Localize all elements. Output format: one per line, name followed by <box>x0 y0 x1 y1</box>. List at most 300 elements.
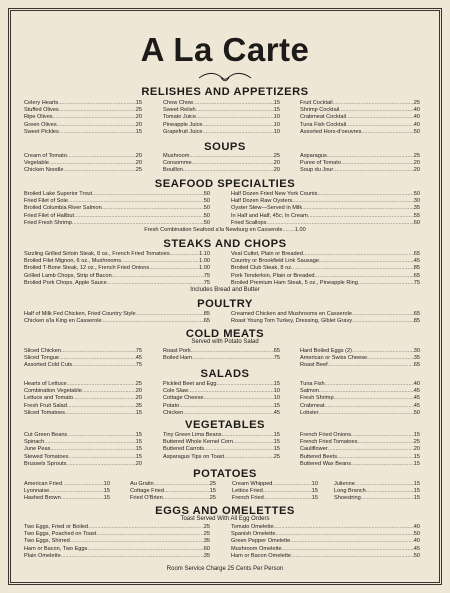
menu-item-name: Broiled Pork Chops, Apple Sauce <box>24 279 107 286</box>
menu-item-name: Sizzling Grilled Sirloin Steak, 8 oz., French Fried Tomatoes <box>24 251 170 257</box>
vegetables-col-2 <box>163 432 280 461</box>
menu-item <box>231 265 420 272</box>
menu-item-name: Cream of Tomato <box>24 153 67 159</box>
menu-item-price: 1.10 <box>199 251 210 257</box>
menu-item <box>24 403 142 410</box>
cold-meats-col-3 <box>300 348 420 370</box>
dot-leader <box>333 100 413 107</box>
menu-item-price: .25 <box>272 453 280 460</box>
potatoes-col-4 <box>334 481 420 503</box>
menu-item <box>24 213 210 220</box>
menu-item-price: .15 <box>272 107 280 114</box>
menu-item <box>163 410 280 417</box>
menu-item-name: Assorted Hors-d'oeuvres <box>300 128 362 135</box>
dot-leader <box>196 114 272 121</box>
dot-leader <box>112 273 203 280</box>
menu-item <box>24 524 210 531</box>
seafood-note <box>90 227 360 234</box>
vegetables-col-1 <box>24 432 142 468</box>
section-heading-poultry: POULTRY <box>197 298 253 310</box>
dot-leader <box>59 107 134 114</box>
dot-leader <box>337 454 412 461</box>
menu-item-name: American or Swiss Cheese <box>300 355 368 362</box>
menu-item-name: Sweet Relish <box>163 107 196 114</box>
dot-leader <box>203 395 272 402</box>
menu-item-price: .75 <box>412 279 420 286</box>
menu-item-name: Green Olives <box>24 121 57 128</box>
menu-item-name: Broiled Filet Mignon, 6 oz., Mushrooms <box>24 258 121 265</box>
menu-item <box>163 381 280 388</box>
dot-leader <box>68 198 202 205</box>
cold-meats-sub: Served with Potato Salad <box>191 339 259 345</box>
section-heading-cold-meats: COLD MEATS <box>185 328 265 340</box>
dot-leader <box>327 153 412 160</box>
dot-leader <box>72 220 202 227</box>
menu-item <box>334 481 420 488</box>
menu-item-name: Potato <box>163 402 180 409</box>
dot-leader <box>319 388 412 395</box>
dot-leader <box>333 167 412 174</box>
menu-item-price: .45 <box>412 258 420 265</box>
salads-col-3 <box>300 381 420 417</box>
menu-item-name: Fried Filet of Halibut <box>24 212 75 219</box>
seafood-note-leader: ........ <box>282 227 295 233</box>
menu-item-name: Hearts of Lettuce <box>24 381 67 387</box>
menu-item-name: Sliced Tomatoes <box>24 409 65 416</box>
menu-item <box>300 153 420 160</box>
menu-item-price: .15 <box>102 495 110 502</box>
menu-item-name: Bouillon <box>163 167 183 174</box>
menu-title: A La Carte <box>140 31 310 68</box>
menu-item-name: Shrimp Cocktail <box>300 107 340 114</box>
menu-item-name: Fresh Shrimp <box>300 395 334 402</box>
dot-leader <box>44 439 134 446</box>
menu-item-price: .25 <box>412 100 420 106</box>
menu-item-price: .55 <box>412 212 420 219</box>
menu-item-price: .40 <box>412 524 420 530</box>
menu-item <box>24 546 210 553</box>
dot-leader <box>319 258 412 265</box>
menu-item <box>24 531 210 538</box>
menu-item <box>232 488 318 495</box>
menu-item-price: .35 <box>202 552 210 559</box>
menu-item <box>231 220 420 227</box>
menu-item-name: Long Branch <box>334 488 366 495</box>
menu-item <box>231 524 420 531</box>
dot-leader <box>346 114 412 121</box>
menu-item-price: .30 <box>412 198 420 205</box>
menu-item <box>300 388 420 395</box>
menu-item-price: .75 <box>202 279 210 286</box>
dot-leader <box>61 348 134 355</box>
menu-item <box>300 381 420 388</box>
soups-col-2 <box>163 153 280 175</box>
menu-item <box>300 355 420 362</box>
menu-item-name: Cream Whipped <box>232 481 273 487</box>
menu-item <box>231 553 420 560</box>
menu-item-name: Hashed Brown <box>24 495 61 502</box>
menu-item <box>163 100 280 107</box>
dot-leader <box>367 355 412 362</box>
dot-leader <box>149 265 199 272</box>
menu-item-price: .35 <box>134 402 142 409</box>
dot-leader <box>57 122 135 129</box>
menu-item <box>300 403 420 410</box>
menu-item-price: .85 <box>412 318 420 325</box>
menu-item <box>163 160 280 167</box>
menu-item-name: Consomme <box>163 160 192 167</box>
menu-item-name: Broiled T-Bone Steak, 12 oz., French Fried Onions <box>24 265 150 272</box>
menu-item <box>24 280 210 287</box>
menu-item-name: Sliced Tongue <box>24 355 60 362</box>
menu-item-price: .50 <box>202 219 210 226</box>
menu-item-price: .25 <box>412 439 420 446</box>
menu-item-name: Grapefruit Juice <box>163 128 203 135</box>
menu-item-price: .50 <box>202 205 210 212</box>
menu-item <box>163 122 280 129</box>
menu-item-name: Chow Chow <box>163 100 194 106</box>
menu-item-name: Chicken <box>163 409 184 416</box>
menu-item <box>300 454 420 461</box>
menu-item-price: .15 <box>102 488 110 495</box>
dot-leader <box>203 122 273 129</box>
menu-item-name: Au Gratin <box>130 481 154 487</box>
menu-item-name: Two Eggs, Shirred <box>24 538 70 545</box>
menu-item-price: .45 <box>272 409 280 416</box>
menu-item <box>231 538 420 545</box>
menu-item-price: .15 <box>134 100 142 106</box>
menu-item-name: Mushroom <box>163 153 190 159</box>
dot-leader <box>351 432 412 439</box>
dot-leader <box>136 311 203 318</box>
relishes-col-1 <box>24 100 142 136</box>
dot-leader <box>92 191 202 198</box>
menu-item-price: .35 <box>202 538 210 545</box>
menu-item-name: Vegetable <box>24 160 49 167</box>
seafood-note-price: 1.00 <box>294 227 306 233</box>
menu-item <box>300 167 420 174</box>
menu-item <box>24 191 210 198</box>
menu-item-price: .25 <box>412 153 420 159</box>
menu-item <box>231 191 420 198</box>
menu-item-name: Broiled Columbia River Salmon <box>24 205 102 212</box>
menu-item-name: Spinach <box>24 439 45 446</box>
menu-item <box>24 107 142 114</box>
menu-item-price: .45 <box>412 395 420 402</box>
menu-item-price: .65 <box>412 272 420 279</box>
menu-item-name: Two Eggs, Fried or Boiled <box>24 524 89 530</box>
menu-item <box>163 439 280 446</box>
menu-item <box>231 318 420 325</box>
flourish-ornament <box>197 71 253 84</box>
menu-item <box>24 481 110 488</box>
dot-leader <box>275 531 412 538</box>
menu-item-name: Spanish Omelette <box>231 531 276 538</box>
menu-item-name: Tuna Fish <box>300 381 325 387</box>
menu-item <box>300 129 420 136</box>
menu-item <box>163 454 280 461</box>
menu-item <box>231 280 420 287</box>
menu-item-price: .60 <box>412 219 420 226</box>
relishes-col-2 <box>163 100 280 136</box>
menu-item-name: Stuffed Olives <box>24 107 59 114</box>
section-heading-relishes: RELISHES AND APPETIZERS <box>141 86 309 98</box>
menu-item-price: .20 <box>134 160 142 167</box>
menu-item <box>24 439 142 446</box>
menu-item <box>300 410 420 417</box>
menu-item <box>163 403 280 410</box>
menu-item-name: Ripe Olives <box>24 114 53 121</box>
menu-item-name: Mushroom Omelette <box>231 545 282 552</box>
menu-item-name: Fried Filet of Sole <box>24 198 68 205</box>
dot-leader <box>315 273 413 280</box>
dot-leader <box>352 318 412 325</box>
menu-item-name: Cole Slaw <box>163 388 189 395</box>
dot-leader <box>224 454 272 461</box>
menu-item-price: .15 <box>272 446 280 453</box>
dot-leader <box>319 410 413 417</box>
menu-item-price: .85 <box>412 265 420 272</box>
menu-item-name: Lettice Fried <box>232 488 263 495</box>
menu-item <box>163 395 280 402</box>
menu-item-name: Cottage Fried <box>130 488 164 495</box>
menu-item-price: .35 <box>412 355 420 362</box>
menu-item-price: .25 <box>134 107 142 114</box>
dot-leader <box>192 160 273 167</box>
menu-item-price: .15 <box>310 495 318 502</box>
menu-item-price: .75 <box>272 355 280 362</box>
dot-leader <box>341 160 412 167</box>
menu-item-name: Cauliflower <box>300 446 328 453</box>
seafood-col-1 <box>24 191 210 227</box>
menu-item-price: .20 <box>412 160 420 167</box>
menu-item-name: Julienne <box>334 481 355 487</box>
menu-item-name: Hard Boiled Eggs (2) <box>300 348 352 354</box>
menu-item-price: .15 <box>412 481 420 487</box>
menu-item-price: .20 <box>134 121 142 128</box>
dot-leader <box>61 495 103 502</box>
dot-leader <box>49 488 102 495</box>
menu-item-price: .10 <box>310 481 318 487</box>
menu-item-name: Lobster <box>300 409 319 416</box>
menu-item <box>130 495 216 502</box>
dot-leader <box>49 160 134 167</box>
dot-leader <box>59 129 134 136</box>
menu-item-name: Buttered Beets <box>300 453 338 460</box>
section-heading-potatoes: POTATOES <box>193 468 257 480</box>
menu-item <box>24 553 210 560</box>
menu-item-name: Tomato Omelette <box>231 524 274 530</box>
menu-item-name: Veal Cutlet, Plain or Breaded <box>231 251 303 257</box>
menu-item <box>231 273 420 280</box>
menu-item-price: .25 <box>202 524 210 530</box>
section-heading-eggs: EGGS AND OMELETTES <box>155 505 295 517</box>
dot-leader <box>66 461 134 468</box>
menu-item <box>163 388 280 395</box>
dot-leader <box>102 318 203 325</box>
menu-item-name: Asparagus Tips on Toast <box>163 453 225 460</box>
menu-item <box>231 531 420 538</box>
menu-item-price: .15 <box>134 128 142 135</box>
dot-leader <box>164 488 208 495</box>
menu-item-price: .65 <box>412 362 420 369</box>
menu-item-price: .15 <box>412 460 420 467</box>
dot-leader <box>282 546 413 553</box>
menu-item-name: Combination Vegetable <box>24 388 82 395</box>
menu-item <box>300 122 420 129</box>
cold-meats-col-1 <box>24 348 142 370</box>
menu-item <box>163 107 280 114</box>
menu-item-name: Broiled Premium Ham Steak, 5 oz., Pineapple Ring <box>231 279 358 286</box>
menu-item <box>24 495 110 502</box>
menu-item-price: .75 <box>202 272 210 279</box>
menu-item-price: .20 <box>412 167 420 174</box>
menu-item-price: .20 <box>272 160 280 167</box>
menu-item <box>24 251 210 258</box>
dot-leader <box>67 432 134 439</box>
eggs-col-1 <box>24 524 210 560</box>
dot-leader <box>96 531 202 538</box>
dot-leader <box>204 446 272 453</box>
menu-item-price: .60 <box>202 545 210 552</box>
menu-item <box>300 395 420 402</box>
menu-item-name: Pork Tenderloin, Plain or Breaded <box>231 272 315 279</box>
menu-item-price: .65 <box>412 311 420 317</box>
menu-item-name: Half Dozen Fried New York Counts <box>231 191 318 197</box>
menu-item <box>300 107 420 114</box>
soups-col-3 <box>300 153 420 175</box>
menu-item-name: Crabmeat Cocktail <box>300 114 347 121</box>
menu-item-price: .20 <box>272 167 280 174</box>
dot-leader <box>202 129 272 136</box>
menu-item <box>163 355 280 362</box>
menu-item-price: .75 <box>134 348 142 354</box>
dot-leader <box>59 355 134 362</box>
menu-item-price: .65 <box>202 318 210 325</box>
steaks-col-2 <box>231 251 420 287</box>
menu-item-price: .75 <box>134 362 142 369</box>
menu-item-name: Assorted Cold Cuts <box>24 362 73 369</box>
dot-leader <box>170 251 199 258</box>
menu-item-name: Plain Omelette <box>24 552 61 559</box>
dot-leader <box>217 381 273 388</box>
dot-leader <box>263 488 310 495</box>
menu-item <box>163 348 280 355</box>
menu-item-name: Salmon <box>300 388 319 395</box>
menu-item-price: .50 <box>412 128 420 135</box>
menu-item-name: Roast Pork <box>163 348 191 354</box>
dot-leader <box>361 495 412 502</box>
dot-leader <box>107 280 203 287</box>
section-heading-seafood: SEAFOOD SPECIALTIES <box>154 178 296 190</box>
section-heading-vegetables: VEGETABLES <box>184 419 265 431</box>
poultry-col-2 <box>231 311 420 325</box>
menu-item-price: .30 <box>412 348 420 354</box>
menu-item-name: Roast Young Tom Turkey, Dressing, Giblet Gravy <box>231 318 353 325</box>
menu-item-name: Tiny Green Lima Beans <box>163 432 222 438</box>
menu-item-name: Fruit Cocktail <box>300 100 333 106</box>
menu-item-name: Stewed Tomatoes <box>24 453 69 460</box>
menu-item <box>300 160 420 167</box>
dot-leader <box>68 454 134 461</box>
dot-leader <box>192 355 272 362</box>
relishes-col-3 <box>300 100 420 136</box>
dot-leader <box>191 348 273 355</box>
dot-leader <box>325 403 413 410</box>
dot-leader <box>183 410 272 417</box>
menu-item-name: Broiled Club Steak, 8 oz. <box>231 265 293 272</box>
dot-leader <box>352 348 412 355</box>
menu-item-price: .10 <box>272 388 280 395</box>
menu-item-name: French Fried Onions <box>300 432 351 438</box>
menu-item <box>130 481 216 488</box>
menu-item <box>300 114 420 121</box>
dot-leader <box>290 538 412 545</box>
menu-item-price: .10 <box>272 395 280 402</box>
poultry-col-1 <box>24 311 210 325</box>
menu-item <box>300 348 420 355</box>
menu-item-price: .15 <box>310 488 318 495</box>
dot-leader <box>325 381 413 388</box>
menu-item-name: Fresh Fruit Salad <box>24 402 67 409</box>
menu-item-price: .50 <box>202 191 210 197</box>
menu-item <box>24 273 210 280</box>
dot-leader <box>65 410 134 417</box>
menu-item <box>24 395 142 402</box>
dot-leader <box>189 153 272 160</box>
menu-item-price: .15 <box>272 402 280 409</box>
menu-item <box>24 160 142 167</box>
menu-item <box>300 432 420 439</box>
menu-item-price: .45 <box>412 402 420 409</box>
menu-item-price: .15 <box>272 100 280 106</box>
menu-item-price: .25 <box>134 167 142 174</box>
menu-item-price: .40 <box>412 381 420 387</box>
menu-item-price: .15 <box>134 446 142 453</box>
menu-item-name: Buttered Carrots <box>163 446 205 453</box>
steaks-note: Includes Bread and Butter <box>190 287 260 293</box>
dot-leader <box>70 538 203 545</box>
menu-item-price: .35 <box>412 205 420 212</box>
menu-item-name: Buttered Whole Kernel Corn <box>163 439 233 446</box>
section-heading-steaks: STEAKS AND CHOPS <box>163 238 287 250</box>
menu-item-name: Broiled Lake Superior Trout <box>24 191 93 197</box>
menu-item <box>24 167 142 174</box>
menu-item <box>24 388 142 395</box>
dot-leader <box>357 439 412 446</box>
menu-item-name: Buttered Wax Beans <box>300 460 352 467</box>
menu-item <box>24 454 142 461</box>
dot-leader <box>317 191 412 198</box>
menu-item-name: Tuna Fish Cocktail <box>300 121 347 128</box>
menu-item-price: .50 <box>202 198 210 205</box>
menu-item <box>24 205 210 212</box>
dot-leader <box>339 107 412 114</box>
salads-col-1 <box>24 381 142 417</box>
menu-item-name: Sweet Pickles <box>24 128 59 135</box>
dot-leader <box>222 432 273 439</box>
menu-item-name: Boiled Ham <box>163 355 192 362</box>
menu-item-price: .20 <box>412 446 420 453</box>
menu-item-name: Cottage Cheese <box>163 395 204 402</box>
dot-leader <box>266 220 412 227</box>
dot-leader <box>196 107 273 114</box>
menu-item-price: .65 <box>272 348 280 354</box>
dot-leader <box>179 403 272 410</box>
menu-item <box>24 348 142 355</box>
menu-item-price: .20 <box>134 114 142 121</box>
eggs-sub: Toast Served With All Egg Orders <box>180 516 270 522</box>
